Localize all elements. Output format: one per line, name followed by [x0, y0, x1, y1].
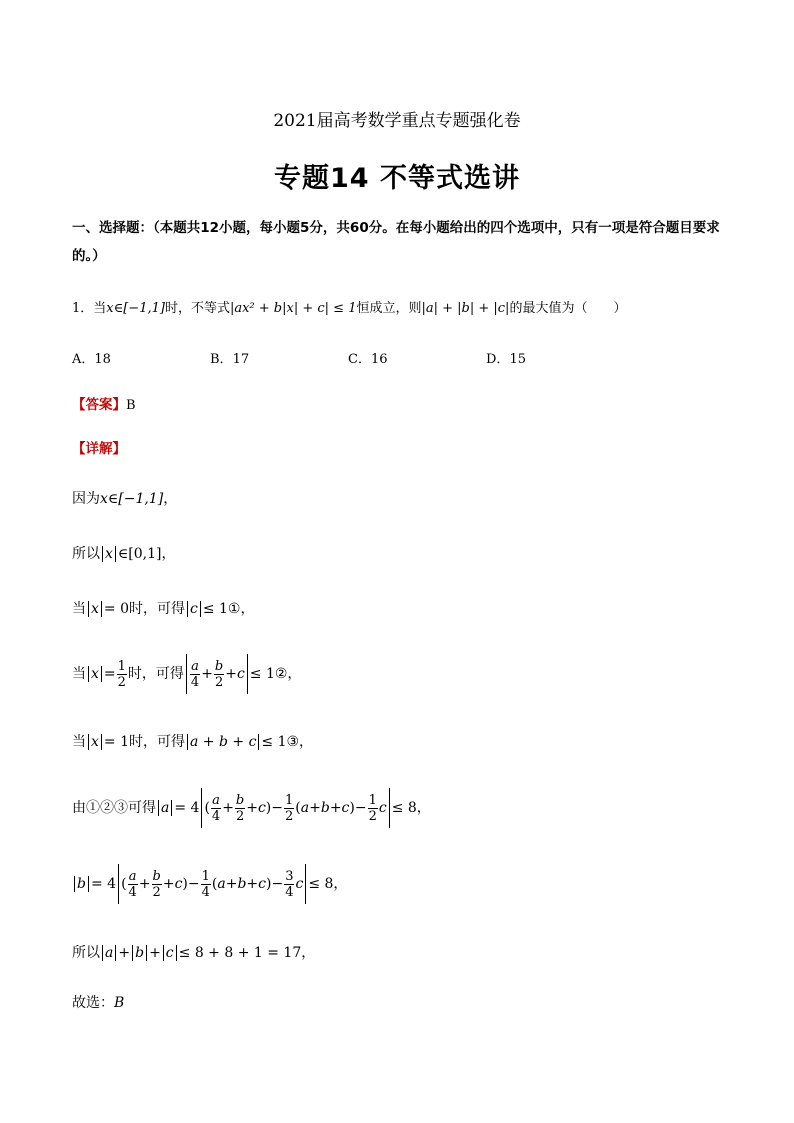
solution-line-4: 当 x = $\frac{1}{2}$ 时，可得 $\frac{a}{4}$ + $\frac{b}{2}$ +c ≤ 1②，: [72, 654, 301, 694]
question-1: [72, 297, 626, 316]
solution-line-7: b = 4 ( $\frac{a}{4}$ + $\frac{b}{2}$ +c)− $\frac{1}{4}$ (a+b+c)− $\frac{3}{4}$ c ≤ 8，: [72, 864, 347, 904]
solution-line-1: 因为x∈[−1,1]，: [72, 491, 178, 507]
solution-line-3: 当 x = 0时，可得 c ≤ 1①，: [72, 601, 255, 617]
answer-label: 【答案】: [72, 397, 126, 413]
detail-label: 【详解】: [72, 441, 126, 457]
solution-line-2: 所以 x ∈[0,1]，: [72, 546, 176, 562]
section-heading: 一、选择题：（本题共12小题，每小题5分，共60分。在每小题给出的四个选项中，只有一项是符合题目要求的。）: [72, 220, 720, 264]
answer-line: [72, 393, 136, 413]
exam-title: 2021届高考数学重点专题强化卷: [273, 111, 521, 131]
question-number: 1．当: [72, 301, 107, 316]
solution-line-9: 故选：B: [72, 995, 125, 1011]
answer-value: B: [126, 398, 136, 413]
question-tail: 的最大值为（ ）: [509, 301, 627, 316]
option-b: B．17: [210, 352, 250, 367]
solution-line-8: 所以 a + b + c ≤ 8 + 8 + 1 = 17，: [72, 945, 316, 961]
question-target: |a| + |b| + |c|: [421, 301, 510, 316]
option-a: A．18: [72, 352, 111, 367]
option-c: C．16: [348, 352, 388, 367]
solution-line-6: 由①②③可得 a = 4 ( $\frac{a}{4}$ + $\frac{b}{2}$ +c)− $\frac{1}{2}$ (a+b+c)− $\frac{1}{2}$ c ≤ 8，: [72, 788, 431, 828]
question-inequality: |ax² + b|x| + c| ≤ 1: [229, 301, 357, 316]
solution-line-5: 当 x = 1时，可得 a + b + c ≤ 1③，: [72, 734, 314, 750]
option-d: D．15: [486, 352, 526, 367]
topic-title: 专题14 不等式选讲: [274, 163, 520, 194]
question-x-range: x∈[−1,1]: [106, 301, 165, 316]
question-mid: 时，不等式: [164, 301, 230, 316]
question-mid2: 恒成立，则: [356, 301, 422, 316]
